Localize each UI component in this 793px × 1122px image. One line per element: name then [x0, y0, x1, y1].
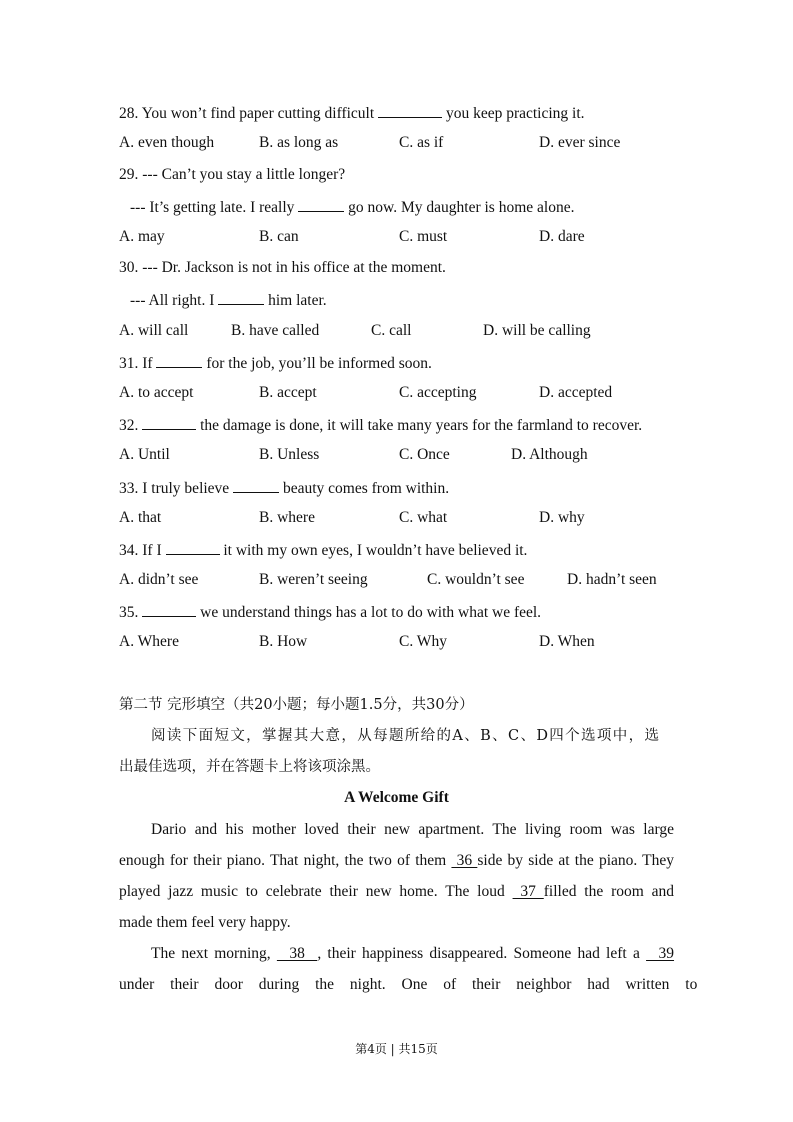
q-num: 34.: [119, 542, 139, 559]
option-c: C. as if: [399, 134, 444, 151]
q-num: 33.: [119, 480, 139, 497]
blank: [298, 196, 344, 212]
question-29: [119, 165, 345, 185]
question-28: [119, 102, 585, 124]
q-stem: --- Can’t you stay a little longer?: [142, 166, 346, 183]
text: filled the room and: [543, 883, 675, 900]
option-a: A. may: [119, 228, 165, 245]
option-c: C. Once: [399, 446, 450, 463]
text: , their happiness disappeared. Someone had left a: [317, 945, 640, 962]
q-stem: --- All right. I: [130, 292, 215, 309]
option-a: A. didn’t see: [119, 571, 199, 588]
question-31: [119, 352, 432, 374]
passage-line: [151, 944, 674, 964]
section-heading: 第二节 完形填空（共20小题；每小题1.5分，共30分）: [119, 697, 474, 713]
option-c: C. call: [371, 322, 412, 339]
q-stem-end: we understand things has a lot to do with what we feel.: [200, 604, 542, 621]
question-33: [119, 477, 449, 499]
option-d: D. why: [539, 509, 585, 526]
passage-line: [119, 882, 674, 902]
option-b: B. have called: [231, 322, 320, 339]
question-29-reply: [130, 196, 574, 218]
option-c: C. must: [399, 228, 448, 245]
q-stem: You won’t find paper cutting difficult: [141, 105, 375, 122]
q-stem-end: him later.: [268, 292, 327, 309]
text: played jazz music to celebrate their new home. The loud: [119, 883, 505, 900]
option-b: B. Unless: [259, 446, 320, 463]
q-stem: --- Dr. Jackson is not in his office at the moment.: [142, 259, 446, 276]
option-c: C. what: [399, 509, 448, 526]
instructions-line-2: 出最佳选项，并在答题卡上将该项涂黑。: [119, 759, 380, 775]
q-num: 29.: [119, 166, 139, 183]
option-d: D. will be calling: [483, 322, 591, 339]
option-a: A. will call: [119, 322, 189, 339]
q-num: 28.: [119, 105, 139, 122]
q-stem: --- It’s getting late. I really: [130, 199, 295, 216]
question-34: [119, 539, 527, 561]
option-a: A. Where: [119, 633, 179, 650]
q-stem: If: [142, 355, 153, 372]
question-35: [119, 601, 541, 623]
blank-39: 39: [646, 945, 675, 962]
blank: [233, 477, 279, 493]
blank: [378, 102, 442, 118]
option-a: A. Until: [119, 446, 170, 463]
blank: [218, 289, 264, 305]
option-d: D. Although: [511, 446, 588, 463]
option-d: D. accepted: [539, 384, 613, 401]
option-d: D. ever since: [539, 134, 621, 151]
q-stem: I truly believe: [142, 480, 230, 497]
option-d: D. hadn’t seen: [567, 571, 657, 588]
option-c: C. wouldn’t see: [427, 571, 525, 588]
option-b: B. where: [259, 509, 315, 526]
option-d: D. When: [539, 633, 595, 650]
option-c: C. accepting: [399, 384, 477, 401]
q-stem-end: the damage is done, it will take many years for the farmland to recover.: [200, 417, 643, 434]
text: The next morning,: [151, 945, 271, 962]
question-32: [119, 414, 642, 436]
option-c: C. Why: [399, 633, 447, 650]
page-footer: 第4页 | 共15页: [355, 1042, 438, 1056]
question-30-reply: [130, 289, 327, 311]
passage-line: under their door during the night. One of their neighbor had written to: [119, 976, 698, 993]
option-a: A. that: [119, 509, 162, 526]
q-stem-end: it with my own eyes, I wouldn’t have believed it.: [223, 542, 528, 559]
option-a: A. to accept: [119, 384, 194, 401]
option-b: B. as long as: [259, 134, 339, 151]
q-num: 32.: [119, 417, 139, 434]
q-num: 30.: [119, 259, 139, 276]
text: enough for their piano. That night, the two of them: [119, 852, 447, 869]
blank-37: 37: [512, 883, 544, 900]
passage-line: [119, 851, 674, 871]
option-b: B. weren’t seeing: [259, 571, 368, 588]
option-b: B. accept: [259, 384, 317, 401]
q-stem-end: beauty comes from within.: [282, 480, 450, 497]
q-stem-end: you keep practicing it.: [445, 105, 585, 122]
blank-38: 38: [276, 945, 318, 962]
q-num: 35.: [119, 604, 139, 621]
passage-line: Dario and his mother loved their new apartment. The living room was large: [151, 821, 674, 838]
passage-line: made them feel very happy.: [119, 914, 291, 931]
option-b: B. How: [259, 633, 308, 650]
q-stem: If I: [142, 542, 162, 559]
passage-title: A Welcome Gift: [344, 789, 449, 806]
blank-36: 36: [451, 852, 478, 869]
option-b: B. can: [259, 228, 299, 245]
blank: [166, 539, 220, 555]
option-a: A. even though: [119, 134, 215, 151]
blank: [156, 352, 202, 368]
blank: [142, 601, 196, 617]
instructions-line-1: 阅读下面短文，掌握其大意，从每题所给的A、B、C、D四个选项中，选: [151, 728, 659, 744]
option-d: D. dare: [539, 228, 585, 245]
text: side by side at the piano. They: [477, 852, 675, 869]
q-stem-end: for the job, you’ll be informed soon.: [206, 355, 432, 372]
q-stem-end: go now. My daughter is home alone.: [348, 199, 575, 216]
q-num: 31.: [119, 355, 139, 372]
question-30: [119, 258, 446, 278]
blank: [142, 414, 196, 430]
